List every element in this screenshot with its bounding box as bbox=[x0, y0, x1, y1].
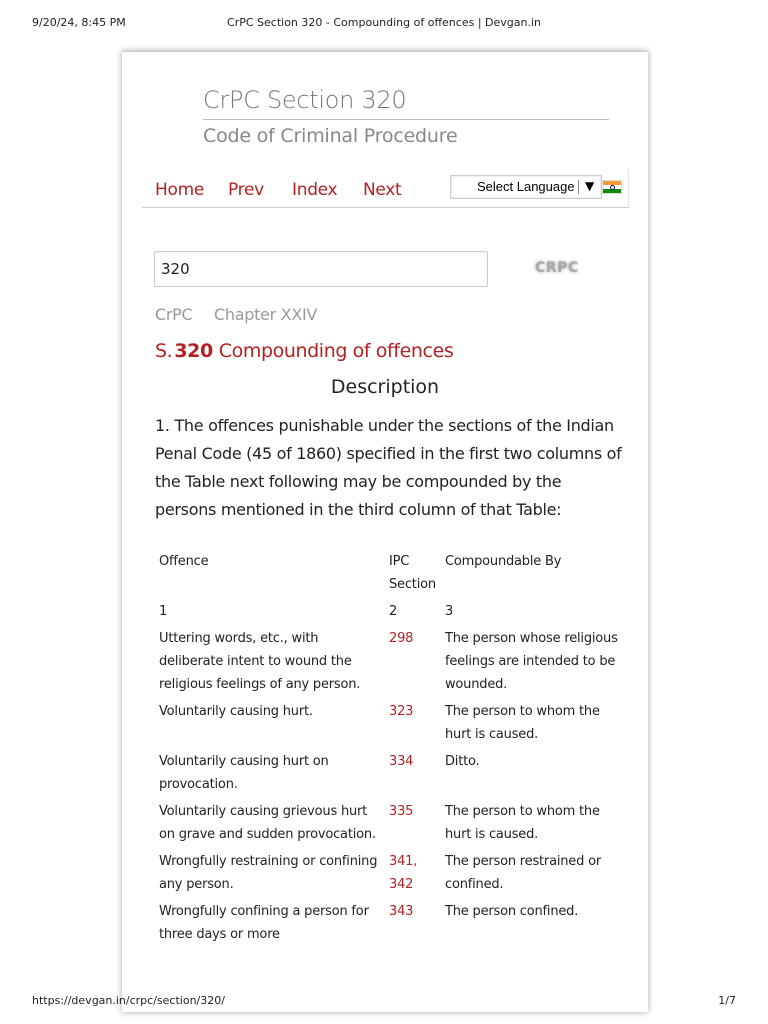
nav-bar bbox=[142, 169, 629, 208]
table-row bbox=[155, 850, 625, 900]
dropdown-arrow-icon: ▼ bbox=[585, 179, 595, 193]
nav-index-link[interactable]: Index bbox=[292, 180, 338, 200]
description-heading: Description bbox=[330, 376, 440, 398]
table-number-row bbox=[155, 600, 625, 627]
table-col-number: 3 bbox=[445, 604, 454, 619]
table-row bbox=[155, 900, 625, 950]
title-divider bbox=[203, 119, 609, 120]
offence-cell: Wrongfully confining a person for three days or more bbox=[159, 904, 369, 942]
print-url: https://devgan.in/crpc/section/320/ bbox=[32, 994, 225, 1007]
print-datetime: 9/20/24, 8:45 PM bbox=[32, 16, 126, 29]
language-select-label: Select Language bbox=[477, 179, 575, 194]
india-flag-icon bbox=[602, 180, 622, 194]
offence-cell: Voluntarily causing hurt on provocation. bbox=[159, 754, 329, 792]
ipc-section-link[interactable]: 335 bbox=[389, 804, 414, 819]
ipc-section-link[interactable]: 298 bbox=[389, 631, 414, 646]
table-header-offence: Offence bbox=[159, 554, 209, 569]
print-footer bbox=[0, 994, 768, 1008]
crpc-search-button[interactable]: CRPC bbox=[535, 260, 579, 276]
offence-cell: Uttering words, etc., with deliberate intent to wound the religious feelings of any person. bbox=[159, 631, 361, 692]
compoundable-by-cell: Ditto. bbox=[445, 754, 480, 769]
ipc-section-link[interactable]: 341, 342 bbox=[389, 854, 418, 892]
offence-cell: Voluntarily causing grievous hurt on grave and sudden provocation. bbox=[159, 804, 376, 842]
nav-home-link[interactable]: Home bbox=[155, 180, 205, 200]
table-row bbox=[155, 627, 625, 700]
table-row bbox=[155, 800, 625, 850]
language-select-divider bbox=[578, 180, 579, 194]
breadcrumb-chapter-link[interactable]: Chapter XXIV bbox=[214, 305, 318, 324]
site-subtitle: Code of Criminal Procedure bbox=[203, 125, 458, 147]
table-row bbox=[155, 700, 625, 750]
compoundable-by-cell: The person to whom the hurt is caused. bbox=[445, 804, 600, 842]
ipc-section-link[interactable]: 334 bbox=[389, 754, 414, 769]
compoundable-by-cell: The person restrained or confined. bbox=[445, 854, 601, 892]
offence-cell: Voluntarily causing hurt. bbox=[159, 704, 313, 719]
breadcrumb-act-link[interactable]: CrPC bbox=[155, 305, 193, 324]
nav-prev-link[interactable]: Prev bbox=[228, 180, 264, 200]
print-doc-title: CrPC Section 320 - Compounding of offences | Devgan.in bbox=[227, 16, 541, 29]
print-header bbox=[0, 16, 768, 30]
table-col-number: 1 bbox=[159, 604, 168, 619]
print-page-number: 1/7 bbox=[718, 994, 736, 1007]
ipc-section-link[interactable]: 343 bbox=[389, 904, 414, 919]
page-card bbox=[122, 51, 648, 1012]
table-row bbox=[155, 750, 625, 800]
section-title: Compounding of offences bbox=[218, 340, 454, 362]
table-header-ipc: IPC Section bbox=[389, 554, 436, 592]
section-number: 320 bbox=[174, 340, 213, 362]
section-prefix: S. bbox=[155, 340, 173, 362]
section-search-input[interactable] bbox=[154, 251, 488, 287]
section-heading bbox=[155, 340, 453, 362]
offence-cell: Wrongfully restraining or confining any person. bbox=[159, 854, 378, 892]
site-title: CrPC Section 320 bbox=[203, 86, 407, 114]
table-header-compoundable: Compoundable By bbox=[445, 554, 562, 569]
compoundable-by-cell: The person confined. bbox=[445, 904, 579, 919]
table-col-number: 2 bbox=[389, 604, 398, 619]
compoundable-by-cell: The person whose religious feelings are intended to be wounded. bbox=[445, 631, 618, 692]
compoundable-by-cell: The person to whom the hurt is caused. bbox=[445, 704, 600, 742]
ipc-section-link[interactable]: 323 bbox=[389, 704, 414, 719]
language-select[interactable] bbox=[450, 175, 602, 199]
offence-table bbox=[155, 550, 625, 950]
table-header-row bbox=[155, 550, 625, 600]
section-paragraph: 1. The offences punishable under the sections of the Indian Penal Code (45 of 1860) specified in the first two columns of the Table next following may be compounded by the persons mentioned in the third column of that Table: bbox=[155, 416, 622, 519]
nav-next-link[interactable]: Next bbox=[363, 180, 402, 200]
